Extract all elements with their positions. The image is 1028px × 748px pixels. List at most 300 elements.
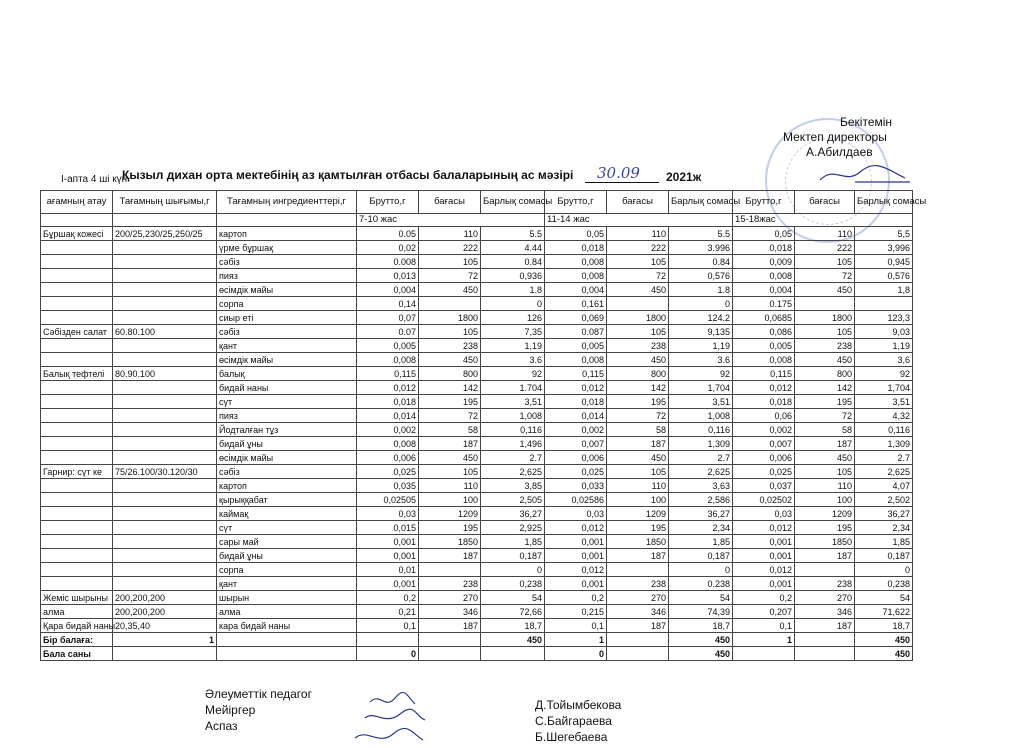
header-portion: Тағамның шығымы,г <box>113 191 217 214</box>
cell-brutto-2: 0,008 <box>545 255 607 269</box>
cell-brutto-3: 0,006 <box>733 451 795 465</box>
cell-brutto-1: 0,005 <box>357 339 419 353</box>
cell-total-2: 124.2 <box>669 311 733 325</box>
table-row <box>41 353 913 367</box>
header-price: бағасы <box>607 191 669 214</box>
cell-dish-name: Сәбізден салат <box>41 325 113 339</box>
cell-price-1: 187 <box>419 549 481 563</box>
cell-brutto-2: 0,069 <box>545 311 607 325</box>
cell-brutto-3: 0,02502 <box>733 493 795 507</box>
cell-price-3: 1850 <box>795 535 855 549</box>
cell-price-3: 450 <box>795 283 855 297</box>
cell-dish-name <box>41 339 113 353</box>
cell-total-1: 0.84 <box>481 255 545 269</box>
cell-brutto-2: 0,2 <box>545 591 607 605</box>
cell-dish-name <box>41 535 113 549</box>
cell-total-2: 0,116 <box>669 423 733 437</box>
cell-brutto-3: 0,018 <box>733 241 795 255</box>
cell-price-3: 187 <box>795 549 855 563</box>
cell-total-1: 18,7 <box>481 619 545 633</box>
cell-ingredient: каймақ <box>217 507 357 521</box>
cell-price-3: 270 <box>795 591 855 605</box>
cell-portion: 200/25,230/25,250/25 <box>113 227 217 241</box>
cell-dish-name <box>41 577 113 591</box>
cell-price-2: 187 <box>607 549 669 563</box>
cell-price-3: 346 <box>795 605 855 619</box>
cell-total-3: 5,5 <box>855 227 913 241</box>
cell-total-3: 1,704 <box>855 381 913 395</box>
cell-brutto-1: 0,001 <box>357 577 419 591</box>
cell-portion: 200,200,200 <box>113 591 217 605</box>
cell-price-1 <box>419 563 481 577</box>
cell-price-2 <box>607 563 669 577</box>
cell-brutto-3: 0,025 <box>733 465 795 479</box>
cell-brutto-1: 0,008 <box>357 353 419 367</box>
count-age3: 1 <box>733 633 795 647</box>
table-row <box>41 297 913 311</box>
cell-portion: 20,35,40 <box>113 619 217 633</box>
cell-brutto-2: 0,03 <box>545 507 607 521</box>
cell-ingredient: картоп <box>217 479 357 493</box>
cell-total-1: 36,27 <box>481 507 545 521</box>
week-day-label: I-апта 4 ші күн <box>61 174 128 185</box>
cell-price-3: 72 <box>795 409 855 423</box>
cell-total-2: 0 <box>669 297 733 311</box>
cell-price-1: 110 <box>419 227 481 241</box>
cell-total-1: 1.8 <box>481 283 545 297</box>
cell-total-2: 54 <box>669 591 733 605</box>
cell-dish-name <box>41 563 113 577</box>
cell-portion <box>113 577 217 591</box>
sum-age3: 450 <box>855 633 913 647</box>
cell-brutto-3: 0,1 <box>733 619 795 633</box>
cell-brutto-2: 0,001 <box>545 549 607 563</box>
cell-total-1: 0,238 <box>481 577 545 591</box>
cell-price-1: 195 <box>419 521 481 535</box>
cell-price-1: 238 <box>419 339 481 353</box>
cell-price-2: 270 <box>607 591 669 605</box>
cell-price-3: 1209 <box>795 507 855 521</box>
name-social-pedagogue: Д.Тойымбекова <box>535 698 622 712</box>
cell-price-1: 72 <box>419 409 481 423</box>
cell-price-1: 58 <box>419 423 481 437</box>
cell-price-3: 238 <box>795 339 855 353</box>
cell-total-2: 5.5 <box>669 227 733 241</box>
cell-brutto-1: 0,14 <box>357 297 419 311</box>
cell-total-3: 3,996 <box>855 241 913 255</box>
table-row <box>41 451 913 465</box>
sum-age2: 450 <box>669 633 733 647</box>
cell-brutto-3: 0,008 <box>733 269 795 283</box>
cell-portion <box>113 563 217 577</box>
cell-ingredient: Йодталған тұз <box>217 423 357 437</box>
cell-brutto-2: 0,007 <box>545 437 607 451</box>
cell-price-2: 72 <box>607 409 669 423</box>
cell-price-1: 450 <box>419 353 481 367</box>
cell-brutto-1: 0,21 <box>357 605 419 619</box>
cell-price-2: 105 <box>607 325 669 339</box>
kids-age2-sum: 450 <box>669 647 733 661</box>
cell-total-2: 1,85 <box>669 535 733 549</box>
cell-total-2: 92 <box>669 367 733 381</box>
director-signature <box>815 160 915 190</box>
cell-brutto-3: 0,008 <box>733 353 795 367</box>
header-total: Барлық сомасы <box>855 191 913 214</box>
cell-price-2 <box>607 297 669 311</box>
cell-dish-name <box>41 255 113 269</box>
cell-price-2: 142 <box>607 381 669 395</box>
cell-portion <box>113 381 217 395</box>
cell-ingredient: сары май <box>217 535 357 549</box>
cell-brutto-1: 0,115 <box>357 367 419 381</box>
cell-brutto-1: 0,025 <box>357 465 419 479</box>
cell-ingredient: өсімдік майы <box>217 353 357 367</box>
cell-brutto-2: 0,018 <box>545 241 607 255</box>
cell-brutto-2: 0,033 <box>545 479 607 493</box>
cell-total-3: 2,502 <box>855 493 913 507</box>
table-row <box>41 549 913 563</box>
cell-dish-name <box>41 381 113 395</box>
header-brutto: Брутто,г <box>357 191 419 214</box>
cell-total-1: 1,496 <box>481 437 545 451</box>
cell-dish-name <box>41 521 113 535</box>
cell-price-2: 450 <box>607 353 669 367</box>
table-row <box>41 227 913 241</box>
cell-total-1: 1,19 <box>481 339 545 353</box>
table-row <box>41 311 913 325</box>
cell-total-3: 0 <box>855 563 913 577</box>
cell-brutto-3: 0,05 <box>733 227 795 241</box>
cell-total-1: 0,116 <box>481 423 545 437</box>
cell-brutto-2: 0,005 <box>545 339 607 353</box>
cell-brutto-3: 0,115 <box>733 367 795 381</box>
cell-brutto-2: 0,02586 <box>545 493 607 507</box>
cell-brutto-1: 0,02505 <box>357 493 419 507</box>
table-row <box>41 591 913 605</box>
cell-total-3: 1,309 <box>855 437 913 451</box>
cell-price-2: 222 <box>607 241 669 255</box>
cell-portion <box>113 311 217 325</box>
cell-total-1: 3.6 <box>481 353 545 367</box>
table-row <box>41 619 913 633</box>
cell-brutto-2: 0,012 <box>545 381 607 395</box>
table-row <box>41 493 913 507</box>
cell-portion: 60.80.100 <box>113 325 217 339</box>
cell-brutto-2: 0,1 <box>545 619 607 633</box>
cell-total-2: 1.8 <box>669 283 733 297</box>
cell-dish-name <box>41 409 113 423</box>
cell-total-3: 0,945 <box>855 255 913 269</box>
cell-brutto-3: 0,06 <box>733 409 795 423</box>
cell-price-1: 222 <box>419 241 481 255</box>
cell-price-3: 1800 <box>795 311 855 325</box>
director-title: Мектеп директоры <box>783 130 887 144</box>
cell-price-3 <box>795 563 855 577</box>
cell-price-2: 1209 <box>607 507 669 521</box>
cell-brutto-2: 0,008 <box>545 353 607 367</box>
cell-total-3: 9,03 <box>855 325 913 339</box>
table-row <box>41 269 913 283</box>
cell-total-3: 4,32 <box>855 409 913 423</box>
cell-brutto-2: 0,004 <box>545 283 607 297</box>
cell-total-3: 54 <box>855 591 913 605</box>
cell-total-2: 2,625 <box>669 465 733 479</box>
cell-total-1: 126 <box>481 311 545 325</box>
cell-ingredient: бидай ұны <box>217 549 357 563</box>
cell-brutto-3: 0,037 <box>733 479 795 493</box>
cell-ingredient: пияз <box>217 269 357 283</box>
table-row <box>41 283 913 297</box>
cell-brutto-3: 0,001 <box>733 549 795 563</box>
table-row <box>41 479 913 493</box>
cell-total-3: 0,238 <box>855 577 913 591</box>
cell-ingredient: алма <box>217 605 357 619</box>
cell-price-1: 1850 <box>419 535 481 549</box>
table-row <box>41 409 913 423</box>
cell-dish-name: Жеміс шырыны <box>41 591 113 605</box>
cell-price-3: 110 <box>795 479 855 493</box>
price-total-row <box>41 633 913 647</box>
cell-price-2: 100 <box>607 493 669 507</box>
cell-price-2: 1800 <box>607 311 669 325</box>
header-total: Барлық сомасы <box>669 191 733 214</box>
cell-portion: 75/26.100/30.120/30 <box>113 465 217 479</box>
cell-price-2: 1850 <box>607 535 669 549</box>
cell-total-2: 2,34 <box>669 521 733 535</box>
cell-brutto-2: 0,002 <box>545 423 607 437</box>
cell-dish-name <box>41 283 113 297</box>
cell-price-1: 1209 <box>419 507 481 521</box>
cell-price-3: 800 <box>795 367 855 381</box>
cell-brutto-3: 0,018 <box>733 395 795 409</box>
cell-price-3: 105 <box>795 255 855 269</box>
cell-brutto-2: 0,161 <box>545 297 607 311</box>
cell-price-2: 450 <box>607 451 669 465</box>
cell-brutto-3: 0,012 <box>733 563 795 577</box>
cell-total-2: 3,51 <box>669 395 733 409</box>
price-label: Бір балаға: <box>41 633 113 647</box>
cell-brutto-1: 0,006 <box>357 451 419 465</box>
cell-brutto-3: 0,207 <box>733 605 795 619</box>
cell-brutto-3: 0,009 <box>733 255 795 269</box>
cell-ingredient: өсімдік майы <box>217 451 357 465</box>
cell-price-1: 142 <box>419 381 481 395</box>
cell-total-2: 9,135 <box>669 325 733 339</box>
cell-price-3: 105 <box>795 325 855 339</box>
cell-price-3: 187 <box>795 437 855 451</box>
cell-price-3 <box>795 297 855 311</box>
role-social-pedagogue: Әлеуметтік педагог <box>205 687 312 701</box>
cell-dish-name: алма <box>41 605 113 619</box>
cell-brutto-2: 0,018 <box>545 395 607 409</box>
cell-total-1: 72,66 <box>481 605 545 619</box>
cell-price-1: 105 <box>419 255 481 269</box>
cell-price-1: 187 <box>419 619 481 633</box>
cell-portion <box>113 339 217 353</box>
cell-dish-name <box>41 479 113 493</box>
cell-ingredient: қырыққабат <box>217 493 357 507</box>
cell-price-1: 800 <box>419 367 481 381</box>
role-cook: Аспаз <box>205 719 238 733</box>
cell-portion: 80.90.100 <box>113 367 217 381</box>
cell-total-3: 3,51 <box>855 395 913 409</box>
table-row <box>41 367 913 381</box>
cell-total-2: 1,309 <box>669 437 733 451</box>
header-total: Барлық сомасы <box>481 191 545 214</box>
cell-portion <box>113 297 217 311</box>
cell-total-3: 3,6 <box>855 353 913 367</box>
cell-price-3: 450 <box>795 451 855 465</box>
table-row <box>41 395 913 409</box>
cell-ingredient: бидай ұны <box>217 437 357 451</box>
cell-total-3: 2,34 <box>855 521 913 535</box>
table-row <box>41 521 913 535</box>
cell-brutto-1: 0,001 <box>357 535 419 549</box>
cell-price-1: 195 <box>419 395 481 409</box>
cell-ingredient: сүт <box>217 395 357 409</box>
cell-brutto-3: 0.175 <box>733 297 795 311</box>
cell-total-1: 2,505 <box>481 493 545 507</box>
cell-portion <box>113 493 217 507</box>
kids-age2: 0 <box>545 647 607 661</box>
cell-brutto-3: 0,001 <box>733 535 795 549</box>
cell-price-1: 450 <box>419 451 481 465</box>
cell-portion <box>113 409 217 423</box>
cell-total-2: 74,39 <box>669 605 733 619</box>
cell-brutto-1: 0,035 <box>357 479 419 493</box>
cell-portion <box>113 535 217 549</box>
cell-total-3: 2,625 <box>855 465 913 479</box>
cell-total-1: 1.704 <box>481 381 545 395</box>
cell-total-2: 2.7 <box>669 451 733 465</box>
cell-total-3: 1,19 <box>855 339 913 353</box>
cell-price-3: 110 <box>795 227 855 241</box>
cell-brutto-2: 0.087 <box>545 325 607 339</box>
cell-ingredient: сиыр еті <box>217 311 357 325</box>
cell-ingredient: үрме бұршақ <box>217 241 357 255</box>
cell-price-3: 142 <box>795 381 855 395</box>
cell-brutto-2: 0,006 <box>545 451 607 465</box>
cell-brutto-3: 0,001 <box>733 577 795 591</box>
name-cook: Б.Шегебаева <box>535 730 608 744</box>
cell-total-1: 0 <box>481 563 545 577</box>
menu-rows <box>41 227 913 633</box>
table-row <box>41 535 913 549</box>
cell-total-2: 2,586 <box>669 493 733 507</box>
cell-brutto-1: 0,07 <box>357 311 419 325</box>
cell-total-1: 1,85 <box>481 535 545 549</box>
table-row <box>41 255 913 269</box>
cell-price-1 <box>419 297 481 311</box>
cell-dish-name <box>41 269 113 283</box>
cell-total-1: 3,85 <box>481 479 545 493</box>
cell-total-2: 3,63 <box>669 479 733 493</box>
price-value: 1 <box>113 633 217 647</box>
cell-brutto-1: 0,02 <box>357 241 419 255</box>
cell-price-2: 800 <box>607 367 669 381</box>
cell-portion <box>113 549 217 563</box>
cell-price-3: 222 <box>795 241 855 255</box>
header-ingredient: Тағамның ингредиенттері,г <box>217 191 357 214</box>
table-row <box>41 465 913 479</box>
cell-brutto-2: 0,012 <box>545 563 607 577</box>
cell-dish-name <box>41 493 113 507</box>
cell-total-2: 1,008 <box>669 409 733 423</box>
cell-ingredient: балық <box>217 367 357 381</box>
cell-portion <box>113 241 217 255</box>
cell-price-3: 58 <box>795 423 855 437</box>
cell-brutto-2: 0,014 <box>545 409 607 423</box>
cell-brutto-3: 0,002 <box>733 423 795 437</box>
cell-ingredient: қант <box>217 577 357 591</box>
cell-portion <box>113 507 217 521</box>
cell-ingredient: сәбіз <box>217 325 357 339</box>
sum-age1: 450 <box>481 633 545 647</box>
cell-total-3: 18,7 <box>855 619 913 633</box>
cell-portion <box>113 353 217 367</box>
cell-dish-name <box>41 451 113 465</box>
age-group-row <box>41 214 913 227</box>
cell-total-3: 0,116 <box>855 423 913 437</box>
cell-portion <box>113 521 217 535</box>
cell-brutto-1: 0,1 <box>357 619 419 633</box>
cell-total-1: 92 <box>481 367 545 381</box>
cell-portion <box>113 395 217 409</box>
cell-ingredient: картоп <box>217 227 357 241</box>
cell-price-2: 187 <box>607 437 669 451</box>
cell-brutto-3: 0,086 <box>733 325 795 339</box>
cell-brutto-2: 0,001 <box>545 535 607 549</box>
table-row <box>41 577 913 591</box>
date-field <box>585 166 659 183</box>
year-label: 2021ж <box>666 170 702 184</box>
cell-dish-name <box>41 241 113 255</box>
cell-brutto-3: 0,03 <box>733 507 795 521</box>
cell-total-2: 1,19 <box>669 339 733 353</box>
cell-dish-name <box>41 353 113 367</box>
cell-total-1: 4.44 <box>481 241 545 255</box>
cell-price-1: 346 <box>419 605 481 619</box>
header-brutto: Брутто,г <box>545 191 607 214</box>
cell-price-3: 238 <box>795 577 855 591</box>
cell-ingredient: сүт <box>217 521 357 535</box>
cell-brutto-1: 0.008 <box>357 255 419 269</box>
cell-ingredient: шырын <box>217 591 357 605</box>
cell-total-2: 0.238 <box>669 577 733 591</box>
kids-age3-sum: 450 <box>855 647 913 661</box>
cell-total-2: 1,704 <box>669 381 733 395</box>
cell-ingredient: сорпа <box>217 563 357 577</box>
cell-brutto-1: 0,014 <box>357 409 419 423</box>
cell-brutto-1: 0,002 <box>357 423 419 437</box>
cell-total-1: 5.5 <box>481 227 545 241</box>
kids-age1: 0 <box>357 647 419 661</box>
kids-count-row <box>41 647 913 661</box>
cell-price-2: 195 <box>607 395 669 409</box>
cell-brutto-2: 0,215 <box>545 605 607 619</box>
cell-total-3: 0,576 <box>855 269 913 283</box>
cell-total-3: 36,27 <box>855 507 913 521</box>
cell-brutto-3: 0,0685 <box>733 311 795 325</box>
age-group-2: 11-14 жас <box>545 214 733 227</box>
cell-price-1: 110 <box>419 479 481 493</box>
cell-dish-name: Бұршақ кожесі <box>41 227 113 241</box>
cell-price-1: 238 <box>419 577 481 591</box>
kids-label: Бала саны <box>41 647 113 661</box>
cell-total-2: 0,187 <box>669 549 733 563</box>
cell-total-1: 0 <box>481 297 545 311</box>
age-group-3: 15-18жас <box>733 214 913 227</box>
